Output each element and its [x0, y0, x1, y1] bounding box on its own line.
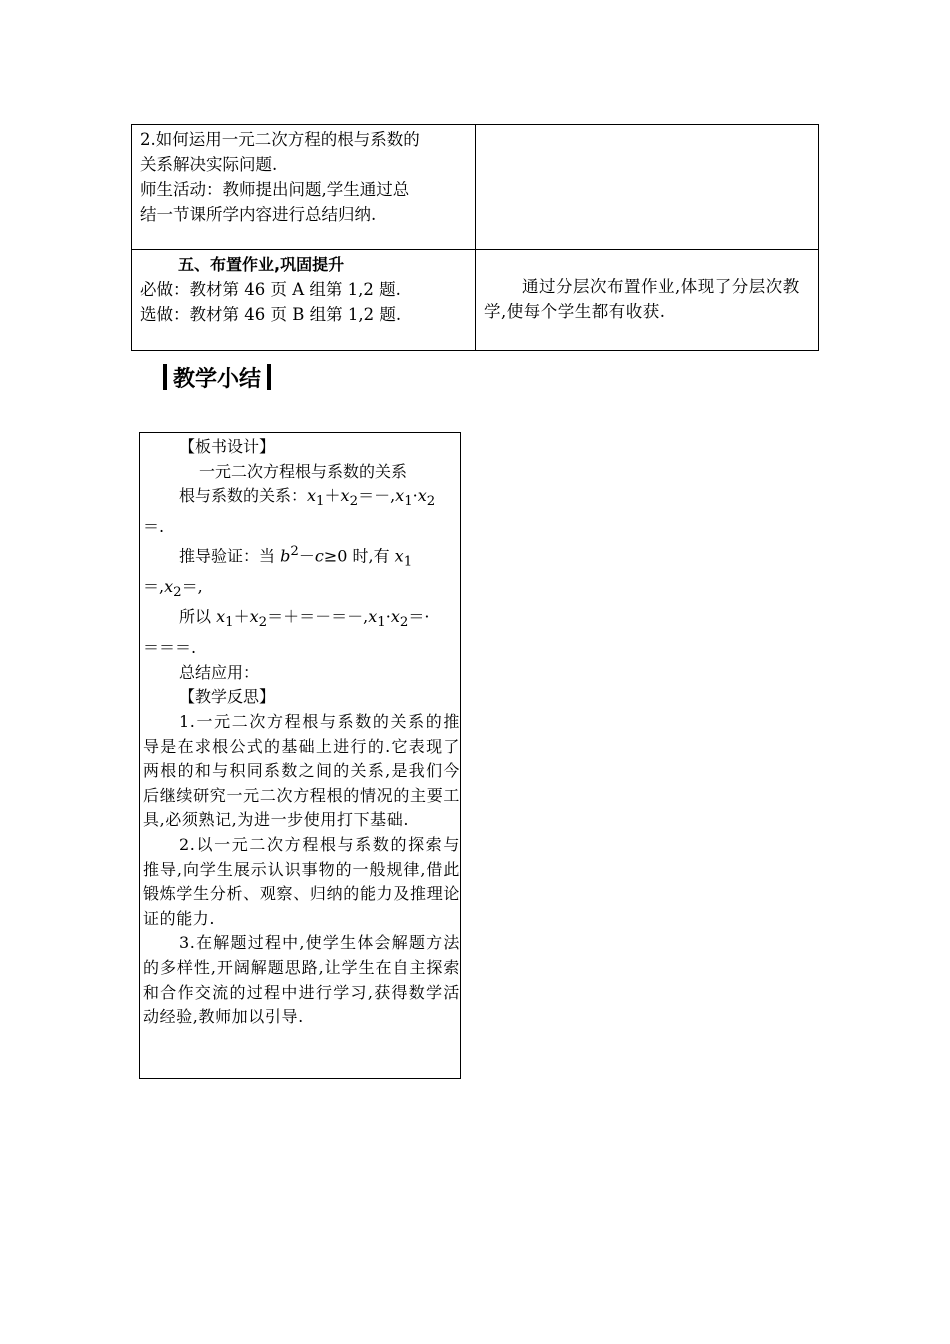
text-line: 关系解决实际问题. [140, 155, 278, 174]
text-line: 结一节课所学内容进行总结归纳. [140, 205, 377, 224]
table-cell [132, 250, 476, 351]
text-line: 师生活动：教师提出问题,学生通过总 [140, 180, 410, 199]
reflection-paragraph: 3.在解题过程中,使学生体会解题方法的多样性,开阔解题思路,让学生在自主探索和合作交流的过程中进行学习,获得数学活动经验,教师加以引导. [143, 933, 460, 1027]
section-title: 五、布置作业,巩固提升 [178, 255, 345, 274]
board-design-title: 【板书设计】 [179, 437, 276, 456]
reflection-paragraph: 2.以一元二次方程根与系数的探索与推导,向学生展示认识事物的一般规律,借此锻炼学生分析、观察、归纳的能力及推理论证的能力. [143, 834, 460, 928]
heading-bar [163, 364, 167, 390]
table-row [132, 125, 819, 250]
cell-text [476, 125, 818, 127]
derivation-line-cont: $=,x_2=$, [143, 576, 203, 600]
table-cell [476, 125, 819, 250]
board-design-subtitle: 一元二次方程根与系数的关系 [199, 461, 408, 481]
reflection-title: 【教学反思】 [179, 687, 276, 707]
conclusion-line: 所以 $x_1+x_2=+=-=-,x_1\cdot x_2=\cdot$ [179, 607, 430, 631]
text-line: 必做：教材第 46 页 A 组第 1,2 题. [140, 280, 401, 299]
derivation-line: 推导验证：当 $b^2-c\ge 0$ 时,有 $x_1$ [179, 543, 413, 570]
apply-label: 总结应用： [179, 662, 260, 682]
table-cell [132, 125, 476, 250]
cell-text [132, 125, 475, 227]
heading-text: 教学小结 [173, 366, 262, 392]
reflection-paragraph: 1.一元二次方程根与系数的关系的推导是在求根公式的基础上进行的.它表现了两根的和与积同系数之间的关系,是我们今后继续研究一元二次方程根的情况的主要工具,必须熟记,为进一步使用打下基础. [143, 712, 460, 830]
table-row [132, 250, 819, 351]
cell-text [132, 250, 475, 327]
text-line: 选做：教材第 46 页 B 组第 1,2 题. [140, 305, 402, 324]
relation-line-cont: ＝. [143, 516, 165, 536]
relation-line: 根与系数的关系：$x_1+x_2=-,x_1\cdot x_2$ [179, 486, 436, 510]
design-note: 通过分层次布置作业,体现了分层次教学,使每个学生都有收获. [484, 277, 800, 321]
summary-box [139, 432, 461, 1079]
section-heading [163, 360, 271, 394]
heading-bar [267, 364, 271, 390]
conclusion-line-cont: ＝＝＝. [143, 638, 197, 658]
table-cell [476, 250, 819, 351]
text-line: 2.如何运用一元二次方程的根与系数的 [140, 130, 420, 149]
lesson-table [131, 124, 819, 351]
